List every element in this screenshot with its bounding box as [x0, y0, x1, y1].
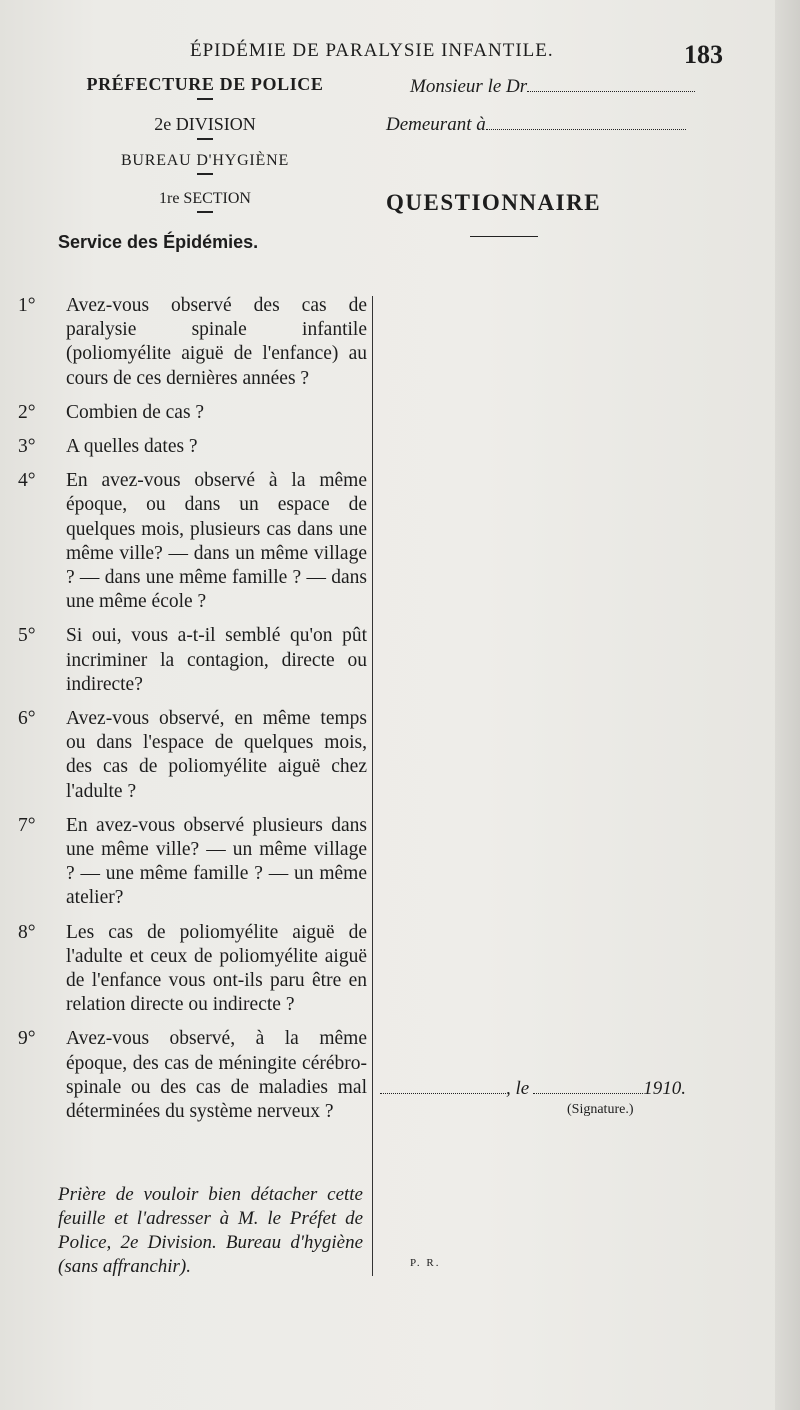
question-text: A quelles dates ?: [66, 436, 198, 458]
question-text: Avez-vous observé, à la même époque, des cas de méningite cérébro-spinale ou des cas de maladies mal déterminées du système nerveux ?: [66, 1028, 367, 1123]
question-number: 6°: [18, 708, 36, 730]
question-number: 9°: [18, 1028, 36, 1050]
divider: [197, 211, 213, 213]
dotted-fill-line: [380, 1079, 506, 1094]
question-text: Combien de cas ?: [66, 401, 205, 423]
division-block: [40, 114, 370, 144]
dotted-fill-line: [527, 77, 695, 92]
demeurant-line: [386, 114, 686, 136]
demeurant-label: Demeurant à: [386, 114, 486, 135]
service-label: Service des Épidémies.: [58, 232, 259, 252]
question-text: En avez-vous observé à la même époque, ou dans un espace de quelques mois, plusieurs cas dans une même ville? — dans un même village ? — dans une même famille ? — dans une même école ?: [66, 470, 367, 613]
question-number: 3°: [18, 436, 36, 458]
dotted-fill-line: [486, 115, 686, 130]
question-item: [18, 707, 367, 804]
question-text: Si oui, vous a-t-il semblé qu'on pût incriminer la contagion, directe ou indirecte?: [66, 625, 367, 695]
questionnaire-title: QUESTIONNAIRE: [386, 190, 602, 215]
question-item: [18, 294, 367, 391]
bureau-label: BUREAU D'HYGIÈNE: [120, 152, 290, 169]
question-number: 8°: [18, 921, 36, 943]
divider: [197, 138, 213, 140]
question-item: [18, 1027, 367, 1124]
question-number: 4°: [18, 470, 36, 492]
title-rule: [470, 236, 538, 237]
question-item: [18, 814, 367, 911]
column-divider: [372, 296, 373, 1276]
question-number: 7°: [18, 814, 36, 836]
return-instructions: Prière de vouloir bien détacher cette feuille et l'adresser à M. le Préfet de Police, 2e Division. Bureau d'hygiène (sans affranchir).: [58, 1184, 363, 1277]
page-number: 183: [684, 40, 723, 69]
monsieur-line: [410, 76, 695, 98]
section-block: [40, 190, 370, 217]
division-label: 2e DIVISION: [154, 114, 256, 134]
question-text: En avez-vous observé plusieurs dans une même ville? — un même village ? — une même famille ? — un même atelier?: [66, 814, 367, 909]
year-label: 1910.: [643, 1078, 686, 1099]
signature-label: (Signature.): [567, 1102, 634, 1117]
prefecture-title: PRÉFECTURE DE POLICE: [86, 74, 324, 94]
date-place-line: [380, 1078, 686, 1100]
question-text: Avez-vous observé des cas de paralysie spinale infantile (poliomyélite aiguë de l'enfance) au cours de ces dernières années ?: [66, 295, 367, 389]
prefecture-block: [40, 74, 370, 104]
divider: [197, 98, 213, 100]
divider: [197, 173, 213, 175]
question-text: Les cas de poliomyélite aiguë de l'adulte et ceux de poliomyélite aiguë de l'enfance vous ont-ils paru être en relation directe ou indirecte ?: [66, 921, 367, 1016]
question-list: [18, 294, 367, 1134]
page-edge: [775, 0, 800, 1410]
question-item: [18, 624, 367, 697]
question-number: 2°: [18, 401, 36, 423]
question-item: [18, 401, 367, 425]
running-header: ÉPIDÉMIE DE PARALYSIE INFANTILE.: [190, 40, 554, 61]
le-label: , le: [506, 1078, 530, 1099]
question-item: [18, 921, 367, 1018]
section-label: 1re SECTION: [159, 190, 251, 207]
monsieur-label: Monsieur le Dr: [410, 76, 528, 97]
pr-mark: P. R.: [410, 1257, 441, 1269]
question-item: [18, 435, 367, 459]
bureau-block: [40, 152, 370, 179]
question-number: 5°: [18, 625, 36, 647]
dotted-fill-line: [533, 1079, 643, 1094]
question-number: 1°: [18, 295, 36, 316]
question-item: [18, 469, 367, 614]
question-text: Avez-vous observé, en même temps ou dans l'espace de quelques mois, des cas de poliomyélite aiguë chez l'adulte ?: [66, 708, 367, 802]
